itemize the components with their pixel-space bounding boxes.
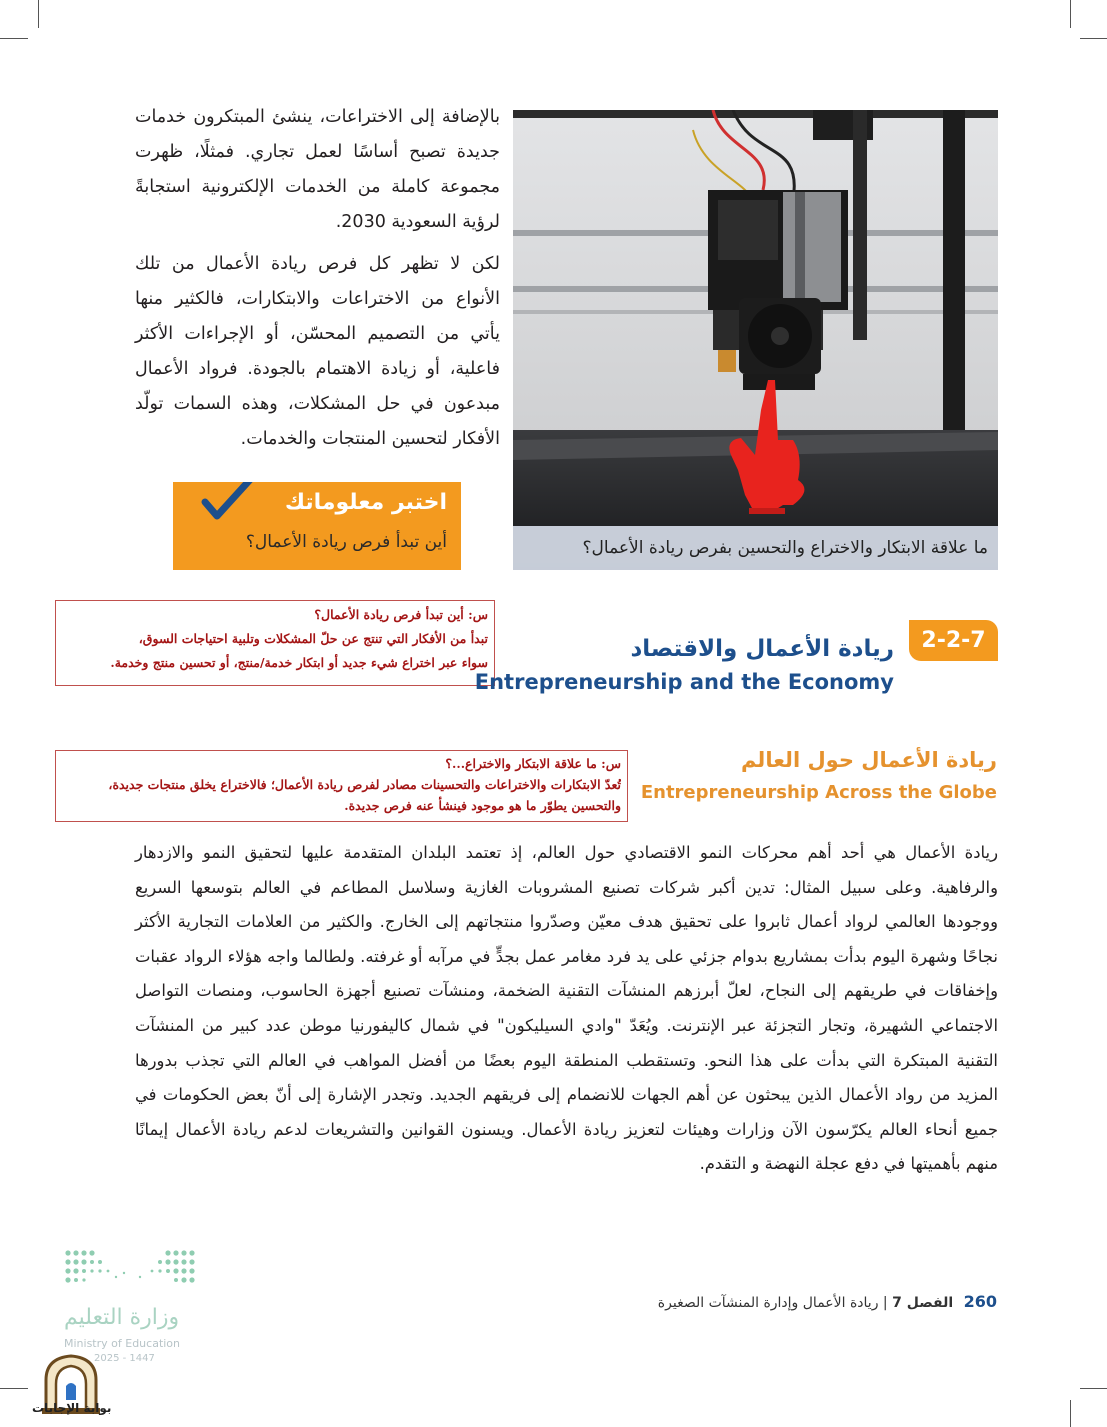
section-title-ar: ريادة الأعمال والاقتصاد	[630, 636, 894, 662]
subsection-title-en: Entrepreneurship Across the Globe	[640, 782, 997, 803]
section-title-en: Entrepreneurship and the Economy	[474, 670, 894, 694]
chapter-title: ريادة الأعمال وإدارة المنشآت الصغيرة	[657, 1295, 879, 1311]
quiz-question: أين تبدأ فرص ريادة الأعمال؟	[245, 532, 447, 552]
crop-mark	[0, 38, 28, 39]
body-paragraph: ريادة الأعمال هي أحد أهم محركات النمو الاقتصادي حول العالم، إذ تعتمد البلدان المتقدمة عليها لتحقيق النمو والازدهار والرفاهية. وعلى سبيل المثال: تدين أكبر شركات تصنيع المشروبات الغازية وسلاسل المطاعم في العالم بتوسعها السريع ووجودها العالمي لرواد أعمال ثابروا على تحقيق هدف معيّن وصدّروا منتجاتهم إلى الخارج. والكثير من العلامات التجارية الأكثر نجاحًا وشهرة اليوم بدأت بمشاريع بدوام جزئي على يد فرد مغامر عمل بجدٍّ في مرآبه أو غرفته. ولطالما واجه هؤلاء الرواد عقبات وإخفاقات في طريقهم إلى النجاح، لعلّ أبرزهم المنشآت التقنية الضخمة، ومنشآت تصنيع أجهزة الحاسوب، ومنصات التواصل الاجتماعي الشهيرة، وتجار التجزئة عبر الإنترنت. ويُعَدّ "وادي السيليكون" في شمال كاليفورنيا موطن عدد كبير من المنشآت التقنية المبتكرة التي بدأت على هذا النحو. وتستقطب المنطقة اليوم بعضًا من أفضل المواهب في العالم التي تجذب بدورها المزيد من رواد الأعمال الذين يبحثون عن أهم الجهات للانضمام إلى فريقهم الجديد. وتجدر الإشارة إلى أنّ بعض الحكومات في جميع أنحاء العالم يكرّسون الآن وزارات وهيئات لتعزيز ريادة الأعمال. ويسنون القوانين والتشريعات لدعم ريادة الأعمال إيمانًا منهم بأهميتها في دفع عجلة النهضة و التقدم.	[135, 843, 998, 1174]
test-your-knowledge-box	[173, 482, 461, 570]
quiz-title: اختبر معلوماتك	[284, 490, 447, 515]
page-footer	[658, 1292, 997, 1311]
printer-illustration	[513, 110, 998, 570]
intro-paragraph-1: بالإضافة إلى الاختراعات، ينشئ المبتكرون خدمات جديدة تصبح أساسًا لعمل تجاري. فمثلًا، ظهرت مجموعة كاملة من الخدمات الإلكترونية استجابةً لرؤية السعودية 2030.	[135, 107, 500, 232]
chapter-label: الفصل 7	[892, 1295, 954, 1311]
footer-separator: |	[878, 1295, 888, 1311]
crop-mark	[1080, 38, 1107, 39]
watermark-label: بوابة الإجابات	[32, 1401, 112, 1415]
crop-mark	[38, 0, 39, 28]
crop-mark	[1070, 1400, 1071, 1427]
ministry-year: 2025 - 1447	[94, 1353, 155, 1364]
answer-2-line-1: تُعدّ الابتكارات والاختراعات والتحسينات مصادر لفرص ريادة الأعمال؛ فالاختراع يخلق منتجات جديدة،	[108, 777, 621, 792]
crop-mark	[1080, 1388, 1107, 1389]
answer-1-question: س: أين تبدأ فرص ريادة الأعمال؟	[314, 607, 488, 622]
answer-box-2	[55, 750, 628, 822]
answer-1-line-2: سواء عبر اختراع شيء جديد أو ابتكار خدمة/منتج، أو تحسين منتج وخدمة.	[110, 655, 488, 670]
answer-box-1	[55, 600, 495, 686]
answer-2-line-2: والتحسين يطوّر ما هو موجود فينشأ عنه فرص جديدة.	[344, 798, 621, 813]
checkmark-icon	[201, 482, 261, 522]
printer-photo	[513, 110, 998, 570]
ministry-logo-dots-icon	[64, 1249, 198, 1289]
crop-mark	[0, 1388, 28, 1389]
subsection-title-ar: ريادة الأعمال حول العالم	[740, 748, 997, 772]
answer-2-question: س: ما علاقة الابتكار والاختراع...؟	[445, 756, 621, 771]
page-number: 260	[963, 1292, 997, 1311]
section-number: 2-2-7	[909, 620, 998, 661]
intro-paragraph-2: لكن لا تظهر كل فرص ريادة الأعمال من تلك الأنواع من الاختراعات والابتكارات، فالكثير منها يأتي من التصميم المحسّن، أو الإجراءات الأكثر فاعلية، أو زيادة الاهتمام بالجودة. فرواد الأعمال مبدعون في حل المشكلات، وهذه السمات تولّد الأفكار لتحسين المنتجات والخدمات.	[135, 254, 500, 449]
answer-1-line-1: تبدأ من الأفكار التي تنتج عن حلّ المشكلات وتلبية احتياجات السوق،	[138, 631, 488, 646]
ministry-name-en: Ministry of Education	[64, 1337, 181, 1350]
ministry-name-ar: وزارة التعليم	[64, 1305, 180, 1330]
photo-caption: ما علاقة الابتكار والاختراع والتحسين بفرص ريادة الأعمال؟	[513, 526, 998, 570]
crop-mark	[1070, 0, 1071, 28]
